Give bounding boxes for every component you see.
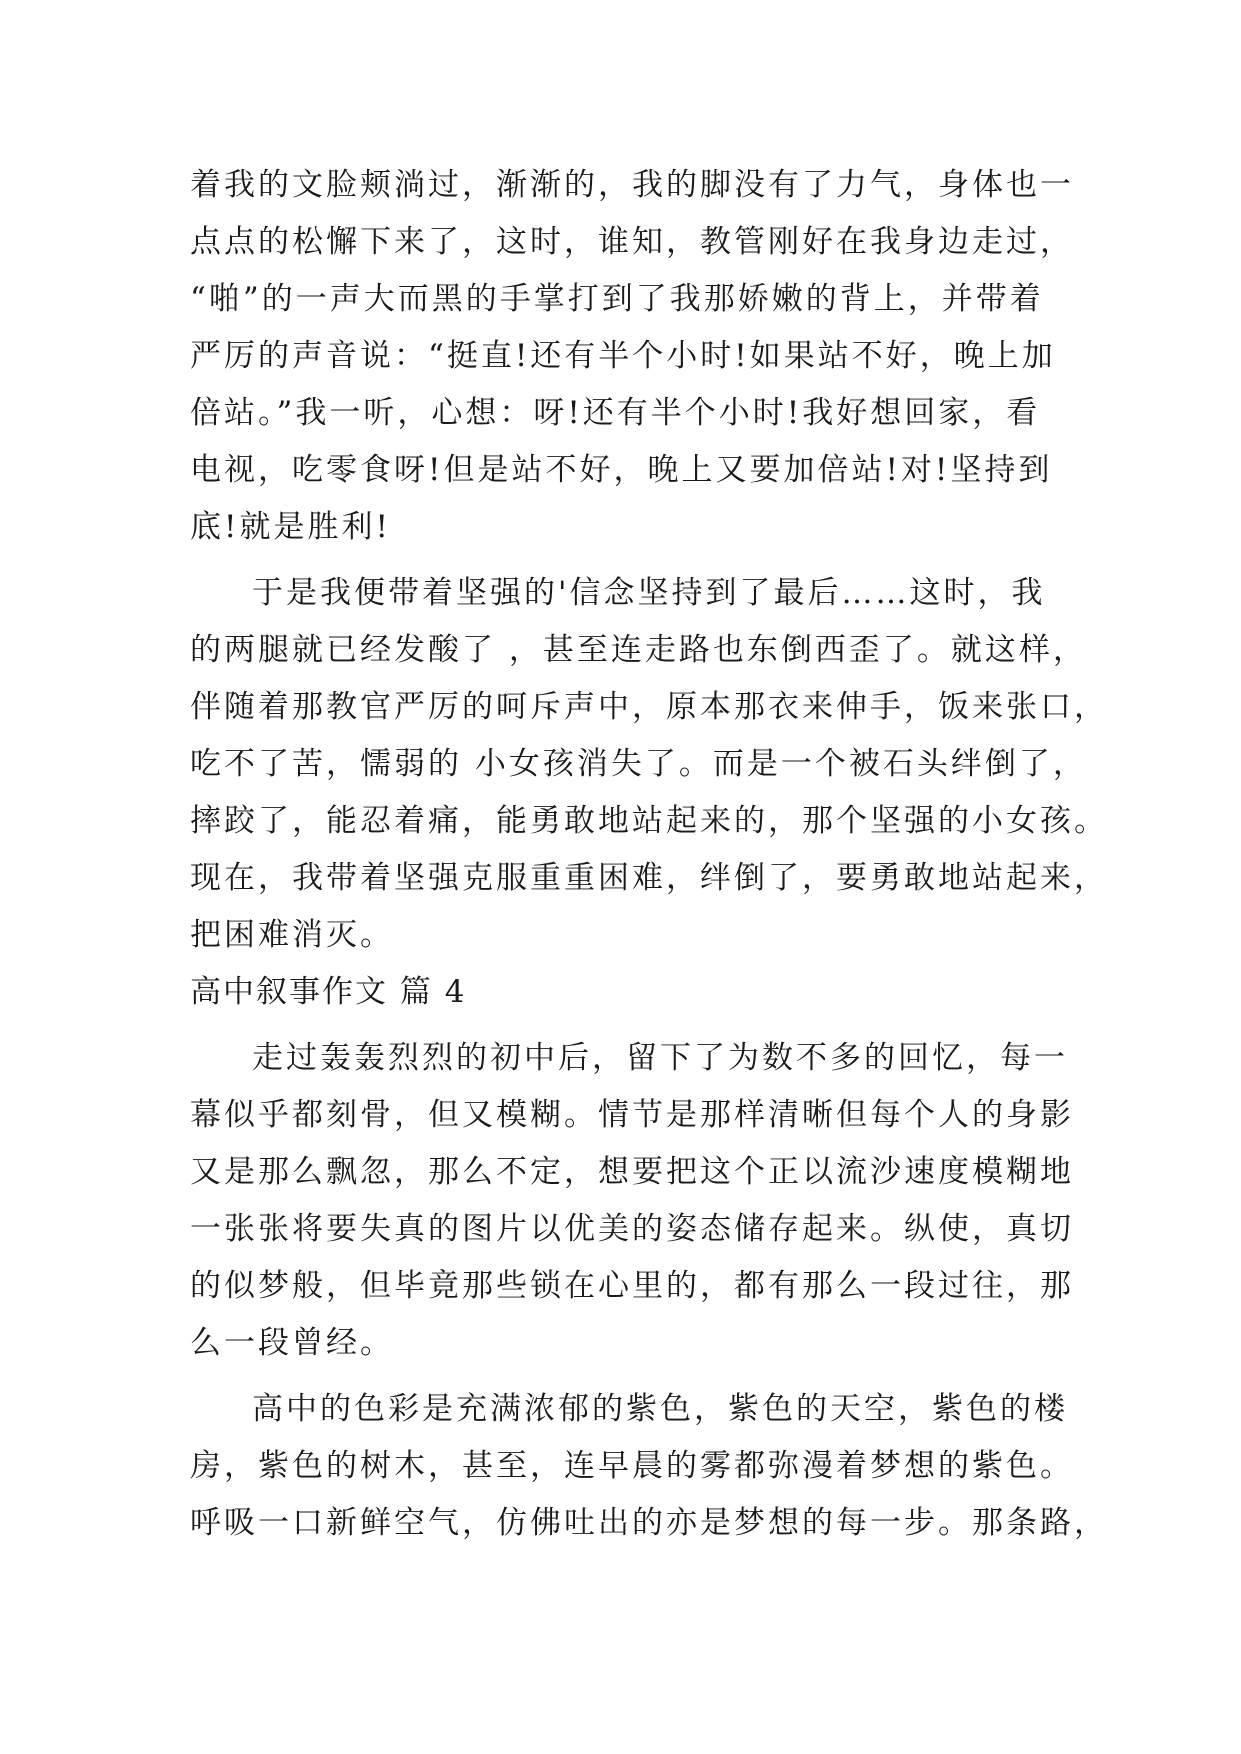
text-line: 电视，吃零食呀!但是站不好，晚上又要加倍站!对!坚持到 [190,452,1053,488]
text-line: 吃不了苦，懦弱的 小女孩消失了。而是一个被石头绊倒了， [190,746,1087,782]
text-line: 高中的色彩是充满浓郁的紫色，紫色的天空，紫色的楼 [252,1391,1068,1427]
text-line: 点点的松懈下来了，这时，谁知，教管刚好在我身边走过， [190,224,1074,260]
text-line: 摔跤了，能忍着痛，能勇敢地站起来的，那个坚强的小女孩。 [190,803,1108,839]
text-line: “啪”的一声大而黑的手掌打到了我那娇嫩的背上，并带着 [190,281,1044,317]
text-line: 又是那么飘忽，那么不定，想要把这个正以流沙速度模糊地 [190,1154,1074,1190]
section-heading: 高中叙事作文 篇 4 [190,974,467,1010]
text-line: 幕似乎都刻骨，但又模糊。情节是那样清晰但每个人的身影 [190,1097,1074,1133]
text-line: 底!就是胜利! [190,509,391,545]
text-line: 走过轰轰烈烈的初中后，留下了为数不多的回忆，每一 [252,1040,1068,1076]
text-line: 么一段曾经。 [190,1325,394,1361]
text-line: 的似梦般，但毕竟那些锁在心里的，都有那么一段过往，那 [190,1268,1074,1304]
text-line: 伴随着那教官严厉的呵斥声中，原本那衣来伸手，饭来张口， [190,689,1108,725]
text-line: 倍站。”我一听，心想：呀!还有半个小时!我好想回家，看 [190,395,1041,431]
text-line: 着我的文脸颊淌过，渐渐的，我的脚没有了力气，身体也一 [190,167,1074,203]
text-line: 于是我便带着坚强的'信念坚持到了最后……这时，我 [252,575,1046,611]
text-line: 严厉的声音说：“挺直!还有半个小时!如果站不好，晚上加 [190,338,1056,374]
text-line: 把困难消灭。 [190,917,394,953]
text-line: 的两腿就已经发酸了 ，甚至连走路也东倒西歪了。就这样， [190,632,1087,668]
text-line: 呼吸一口新鲜空气，仿佛吐出的亦是梦想的每一步。那条路， [190,1505,1108,1541]
text-line: 现在，我带着坚强克服重重困难，绊倒了，要勇敢地站起来， [190,860,1108,896]
text-line: 房，紫色的树木，甚至，连早晨的雾都弥漫着梦想的紫色。 [190,1448,1074,1484]
text-line: 一张张将要失真的图片以优美的姿态储存起来。纵使，真切 [190,1211,1074,1247]
